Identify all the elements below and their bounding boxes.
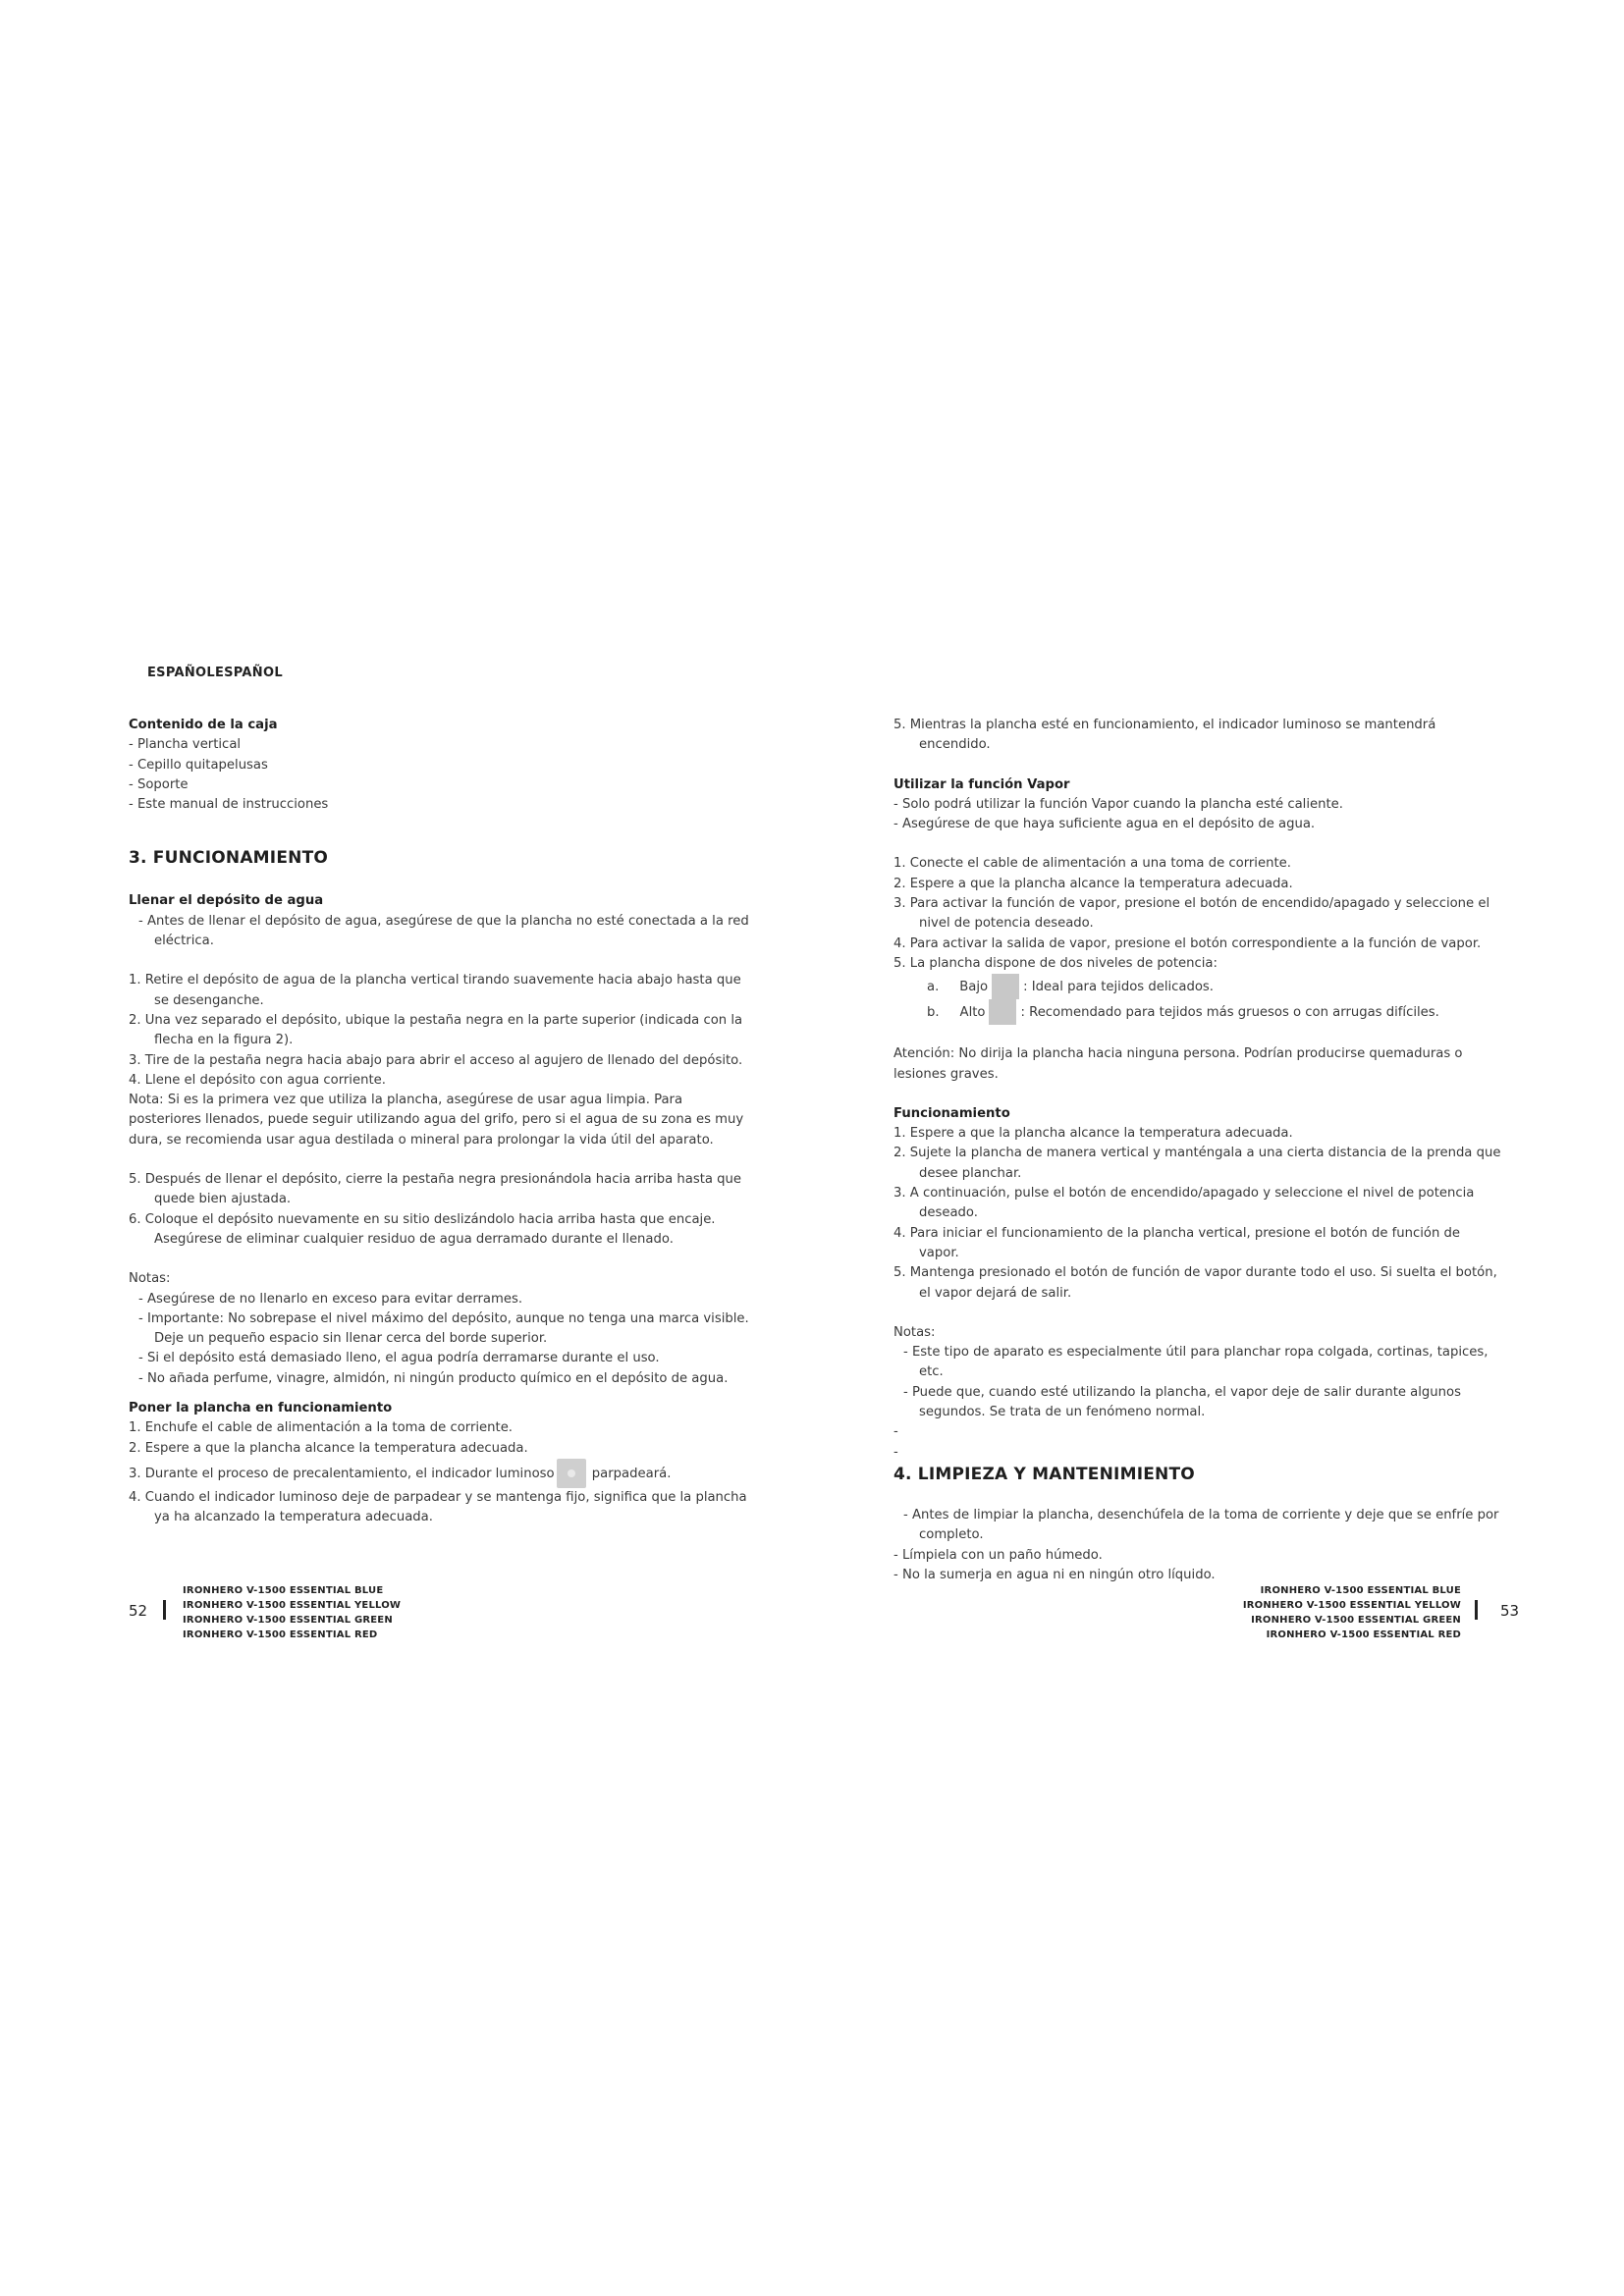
model-line: IRONHERO V-1500 ESSENTIAL GREEN (183, 1615, 393, 1626)
model-line: IRONHERO V-1500 ESSENTIAL GREEN (1251, 1615, 1461, 1626)
section-4-title: 4. LIMPIEZA Y MANTENIMIENTO (893, 1464, 1195, 1484)
footer-models-right (1243, 1583, 1461, 1642)
notes-title: Notas: (129, 1271, 171, 1287)
steam-step: 3. Para activar la función de vapor, presione el botón de encendido/apagado y seleccione el nivel de potencia deseado. (893, 896, 1490, 932)
notes-title: Notas: (893, 1324, 936, 1340)
power-level-high-text: : Recomendado para tejidos más gruesos o con arrugas difíciles. (1020, 1005, 1439, 1021)
cleaning-item: - No la sumerja en agua ni en ningún otro líquido. (893, 1567, 1216, 1582)
power-level-low (893, 974, 1502, 999)
note-item: - No añada perfume, vinagre, almidón, ni ningún producto químico en el depósito de agua. (138, 1370, 729, 1386)
note-item: - Asegúrese de no llenarlo en exceso para evitar derrames. (138, 1291, 523, 1307)
fill-step: 1. Retire el depósito de agua de la plancha vertical tirando suavemente hacia abajo hasta que se desenganche. (129, 973, 741, 1008)
box-item: - Cepillo quitapelusas (129, 757, 268, 773)
indicator-light-icon (557, 1459, 586, 1488)
running-head: ESPAÑOLESPAÑOL (147, 666, 283, 680)
steam-pre-item: - Asegúrese de que haya suficiente agua en el depósito de agua. (893, 817, 1316, 832)
note-item: - Puede que, cuando esté utilizando la plancha, el vapor deje de salir durante algunos segundos. Se trata de un fenómeno normal. (903, 1384, 1461, 1420)
low-power-icon (992, 974, 1019, 999)
box-item: - Soporte (129, 776, 189, 792)
turn-on-step: 2. Espere a que la plancha alcance la temperatura adecuada. (129, 1440, 528, 1456)
steam-title: Utilizar la función Vapor (893, 776, 1070, 792)
box-contents-title: Contenido de la caja (129, 718, 278, 732)
fill-note-line: dura, se recomienda usar agua destilada o mineral para prolongar la vida útil del aparato. (129, 1132, 714, 1148)
fill-note-line: posteriores llenados, puede seguir utilizando agua del grifo, pero si el agua de su zona es muy (129, 1112, 744, 1128)
power-level-low-label: a. (927, 980, 940, 995)
footer-divider-left (163, 1600, 166, 1620)
turn-on-step-3-text: 3. Durante el proceso de precalentamiento, el indicador luminoso (129, 1466, 555, 1481)
operation-step: 4. Para iniciar el funcionamiento de la plancha vertical, presione el botón de función de vapor. (893, 1225, 1461, 1260)
power-level-high-name: Alto (959, 1005, 986, 1021)
footer-models-left (183, 1583, 401, 1642)
note-item: - Este tipo de aparato es especialmente útil para planchar ropa colgada, cortinas, tapices, etc. (903, 1345, 1489, 1380)
turn-on-step: 1. Enchufe el cable de alimentación a la toma de corriente. (129, 1420, 513, 1436)
cleaning-item: - Antes de limpiar la plancha, desenchúfela de la toma de corriente y deje que se enfríe por completo. (903, 1507, 1499, 1543)
model-line: IRONHERO V-1500 ESSENTIAL RED (1266, 1629, 1461, 1640)
right-page-column (893, 716, 1502, 1585)
attention-text: Atención: No dirija la plancha hacia ninguna persona. Podrían producirse quemaduras o lesiones graves. (893, 1046, 1463, 1082)
fill-step: 3. Tire de la pestaña negra hacia abajo para abrir el acceso al agujero de llenado del depósito. (129, 1052, 743, 1068)
fill-note-line: Nota: Si es la primera vez que utiliza la plancha, asegúrese de usar agua limpia. Para (129, 1093, 683, 1108)
footer-divider-right (1475, 1600, 1478, 1620)
note-item: - (893, 1424, 898, 1440)
power-level-high-label: b. (927, 1005, 940, 1021)
note-item: - Importante: No sobrepase el nivel máximo del depósito, aunque no tenga una marca visible. Deje un pequeño espacio sin llenar cerca del borde superior. (138, 1310, 749, 1347)
steam-pre-item: - Solo podrá utilizar la función Vapor cuando la plancha esté caliente. (893, 796, 1343, 812)
operation-step: 2. Sujete la plancha de manera vertical y manténgala a una cierta distancia de la prenda que desee planchar. (893, 1146, 1501, 1181)
page-number-left: 52 (129, 1602, 148, 1620)
fill-step: 5. Después de llenar el depósito, cierre la pestaña negra presionándola hacia arriba hasta que quede bien ajustada. (129, 1172, 742, 1207)
model-line: IRONHERO V-1500 ESSENTIAL RED (183, 1629, 378, 1640)
power-level-low-name: Bajo (959, 980, 989, 995)
high-power-icon (989, 999, 1016, 1025)
steam-step: 2. Espere a que la plancha alcance la temperatura adecuada. (893, 876, 1293, 891)
fill-step: 6. Coloque el depósito nuevamente en su sitio deslizándolo hacia arriba hasta que encaje. Asegúrese de eliminar cualquier residuo de agua derramado durante el llenado. (129, 1211, 716, 1247)
box-item: - Este manual de instrucciones (129, 797, 329, 813)
note-item: - Si el depósito está demasiado lleno, el agua podría derramarse durante el uso. (138, 1351, 660, 1366)
model-line: IRONHERO V-1500 ESSENTIAL YELLOW (1242, 1600, 1461, 1611)
box-item: - Plancha vertical (129, 737, 242, 753)
fill-step: 4. Llene el depósito con agua corriente. (129, 1072, 386, 1088)
note-item: - (893, 1444, 898, 1460)
steam-step: 5. La plancha dispone de dos niveles de potencia: (893, 955, 1218, 971)
model-line: IRONHERO V-1500 ESSENTIAL BLUE (1260, 1585, 1461, 1596)
power-level-low-text: : Ideal para tejidos delicados. (1023, 980, 1214, 995)
turn-on-step: 5. Mientras la plancha esté en funcionamiento, el indicador luminoso se mantendrá encendido. (893, 718, 1436, 753)
operation-step: 5. Mantenga presionado el botón de función de vapor durante todo el uso. Si suelta el botón, el vapor dejará de salir. (893, 1265, 1497, 1301)
turn-on-title: Poner la plancha en funcionamiento (129, 1401, 393, 1416)
turn-on-step: 4. Cuando el indicador luminoso deje de parpadear y se mantenga fijo, significa que la plancha ya ha alcanzado la temperatura adecuada. (129, 1489, 747, 1525)
operation-step: 3. A continuación, pulse el botón de encendido/apagado y seleccione el nivel de potencia deseado. (893, 1186, 1475, 1221)
turn-on-step-3-end: parpadeará. (591, 1466, 672, 1481)
turn-on-step-3 (129, 1459, 757, 1488)
left-page-column (129, 716, 757, 1528)
page-number-right: 53 (1500, 1602, 1520, 1620)
operation-step: 1. Espere a que la plancha alcance la temperatura adecuada. (893, 1126, 1293, 1142)
steam-step: 4. Para activar la salida de vapor, presione el botón correspondiente a la función de vapor. (893, 935, 1482, 951)
model-line: IRONHERO V-1500 ESSENTIAL BLUE (183, 1585, 384, 1596)
operation-title: Funcionamiento (893, 1105, 1010, 1121)
power-level-high (893, 999, 1502, 1025)
model-line: IRONHERO V-1500 ESSENTIAL YELLOW (183, 1600, 402, 1611)
steam-step: 1. Conecte el cable de alimentación a una toma de corriente. (893, 856, 1291, 872)
cleaning-item: - Límpiela con un paño húmedo. (893, 1547, 1103, 1563)
fill-step: 2. Una vez separado el depósito, ubique la pestaña negra en la parte superior (indicada con la flecha en la figura 2). (129, 1012, 743, 1048)
fill-warning: - Antes de llenar el depósito de agua, asegúrese de que la plancha no esté conectada a la red eléctrica. (138, 913, 749, 949)
fill-tank-title: Llenar el depósito de agua (129, 893, 324, 909)
section-3-title: 3. FUNCIONAMIENTO (129, 848, 329, 869)
